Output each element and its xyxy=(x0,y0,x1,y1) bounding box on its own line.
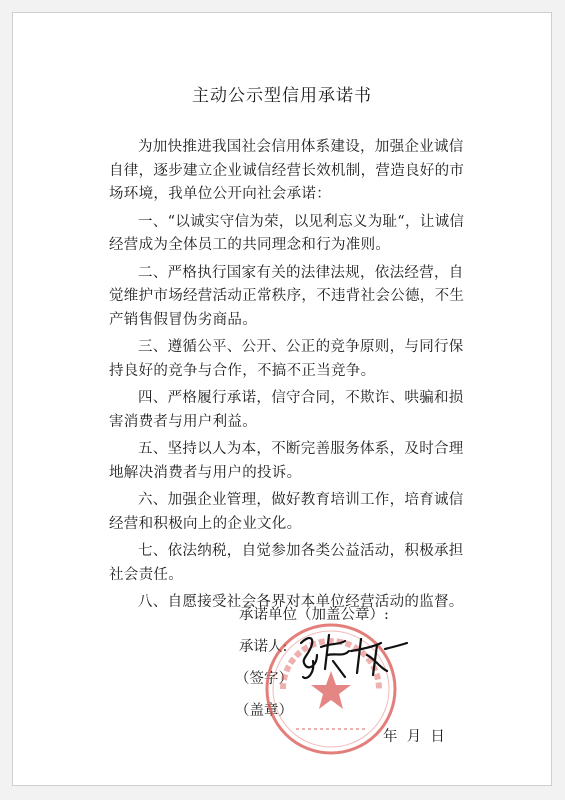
date-line: 年 月 日 xyxy=(383,729,445,745)
person-label: 承诺人: xyxy=(239,639,288,655)
paragraph-item-7: 七、依法纳税，自觉参加各类公益活动，积极承担社会责任。 xyxy=(109,543,464,583)
paragraph-item-5: 五、坚持以人为本，不断完善服务体系，及时合理地解决消费者与用户的投诉。 xyxy=(109,441,464,481)
paragraph-item-2: 二、严格执行国家有关的法律法规，依法经营，自觉维护市场经营活动正常秩序，不违背社会公德，不生产销售假冒伪劣商品。 xyxy=(109,264,465,328)
paragraph-item-4: 四、严格履行承诺，信守合同，不欺诈、哄骗和损害消费者与用户利益。 xyxy=(109,390,464,430)
document-page xyxy=(12,12,552,786)
document-body xyxy=(109,136,469,619)
paragraph-item-1: 一、“以诚实守信为荣，以见利忘义为耻“，让诚信经营成为全体员工的共同理念和行为准则。 xyxy=(109,213,465,253)
seal-note: （盖章） xyxy=(235,703,293,719)
paragraph-item-8: 八、自愿接受社会各界对本单位经营活动的监督。 xyxy=(138,594,464,610)
paragraph-intro: 为加快推进我国社会信用体系建设，加强企业诚信自律，逐步建立企业诚信经营长效机制，营造良好的市场环境，我单位公开向社会承诺： xyxy=(109,139,465,202)
unit-label: 承诺单位（加盖公章）: xyxy=(239,607,389,623)
handwritten-signature xyxy=(295,625,415,685)
paragraph-item-6: 六、加强企业管理，做好教育培训工作，培育诚信经营和积极向上的企业文化。 xyxy=(109,492,464,532)
paragraph-item-3: 三、遵循公平、公开、公正的竞争原则，与同行保持良好的竞争与合作，不搞不正当竞争。 xyxy=(109,339,464,379)
sign-note: （签字） xyxy=(235,671,293,687)
page-title: 主动公示型信用承诺书 xyxy=(192,86,372,106)
